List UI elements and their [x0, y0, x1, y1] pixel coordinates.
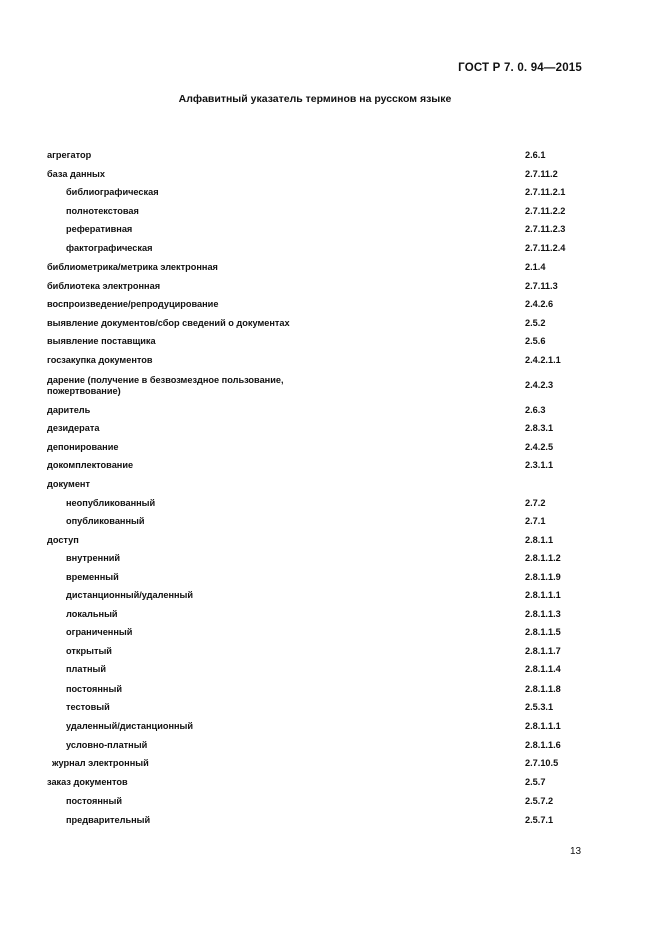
index-term: выявление поставщика — [47, 336, 156, 346]
index-reference: 2.5.2 — [525, 318, 546, 328]
index-reference: 2.4.2.1.1 — [525, 355, 561, 365]
index-term: документ — [47, 479, 90, 489]
index-reference: 2.7.11.2.1 — [525, 187, 566, 197]
page-number: 13 — [570, 846, 582, 857]
index-term: госзакупка документов — [47, 355, 153, 365]
index-term: выявление документов/сбор сведений о документах — [47, 318, 290, 328]
index-term: постоянный — [66, 796, 122, 806]
index-term: библиотека электронная — [47, 281, 161, 291]
index-term: опубликованный — [66, 516, 145, 526]
index-term: агрегатор — [47, 150, 92, 160]
index-reference: 2.7.1 — [525, 516, 546, 526]
index-term: дезидерата — [47, 423, 100, 433]
index-term: временный — [66, 572, 119, 582]
index-reference: 2.4.2.5 — [525, 442, 554, 452]
index-term: депонирование — [47, 442, 119, 452]
index-term: библиометрика/метрика электронная — [47, 262, 218, 272]
index-term: ограниченный — [66, 627, 133, 637]
index-term: воспроизведение/репродуцирование — [47, 299, 219, 309]
index-term: постоянный — [66, 684, 122, 694]
index-reference: 2.4.2.3 — [525, 380, 554, 390]
index-reference: 2.8.1.1.1 — [525, 590, 561, 600]
index-term: тестовый — [66, 702, 110, 712]
index-reference: 2.7.10.5 — [525, 758, 559, 768]
index-reference: 2.6.1 — [525, 150, 546, 160]
index-term: даритель — [47, 405, 91, 415]
index-term: внутренний — [66, 553, 121, 563]
index-reference: 2.8.1.1.4 — [525, 664, 561, 674]
index-term: реферативная — [66, 224, 133, 234]
index-title: Алфавитный указатель терминов на русском языке — [178, 93, 452, 105]
index-reference: 2.5.7 — [525, 777, 546, 787]
index-term: полнотекстовая — [66, 206, 139, 216]
index-reference: 2.8.1.1.2 — [525, 553, 561, 563]
index-reference: 2.7.11.2.2 — [525, 206, 566, 216]
index-reference: 2.8.1.1.8 — [525, 684, 561, 694]
index-term: докомплектование — [47, 460, 134, 470]
index-reference: 2.5.7.2 — [525, 796, 554, 806]
index-reference: 2.8.1.1.9 — [525, 572, 561, 582]
index-term: доступ — [47, 535, 79, 545]
index-reference: 2.8.1.1.7 — [525, 646, 561, 656]
index-reference: 2.6.3 — [525, 405, 546, 415]
index-reference: 2.7.11.2.4 — [525, 243, 566, 253]
index-reference: 2.8.1.1.5 — [525, 627, 561, 637]
index-reference: 2.5.7.1 — [525, 815, 554, 825]
index-reference: 2.8.1.1.1 — [525, 721, 561, 731]
index-term: платный — [66, 664, 107, 674]
index-term: дистанционный/удаленный — [66, 590, 194, 600]
index-reference: 2.8.3.1 — [525, 423, 554, 433]
index-reference: 2.8.1.1.6 — [525, 740, 561, 750]
index-reference: 2.7.11.3 — [525, 281, 558, 291]
index-term: дарение (получение в безвозмездное пользование, пожертвование) — [47, 375, 284, 396]
index-reference: 2.5.3.1 — [525, 702, 554, 712]
index-reference: 2.7.2 — [525, 498, 546, 508]
index-reference: 2.8.1.1.3 — [525, 609, 561, 619]
index-term: условно-платный — [66, 740, 148, 750]
index-term: неопубликованный — [66, 498, 156, 508]
index-reference: 2.7.11.2.3 — [525, 224, 566, 234]
index-term: открытый — [66, 646, 112, 656]
index-reference: 2.8.1.1 — [525, 535, 554, 545]
index-reference: 2.4.2.6 — [525, 299, 554, 309]
index-term: предварительный — [66, 815, 151, 825]
index-term: база данных — [47, 169, 106, 179]
index-term: библиографическая — [66, 187, 159, 197]
index-reference: 2.7.11.2 — [525, 169, 558, 179]
index-term: фактографическая — [66, 243, 153, 253]
index-reference: 2.5.6 — [525, 336, 546, 346]
index-term: журнал электронный — [52, 758, 149, 768]
index-term: удаленный/дистанционный — [66, 721, 194, 731]
index-reference: 2.1.4 — [525, 262, 546, 272]
index-term: локальный — [66, 609, 118, 619]
document-id: ГОСТ Р 7. 0. 94—2015 — [458, 62, 582, 74]
index-reference: 2.3.1.1 — [525, 460, 554, 470]
index-term: заказ документов — [47, 777, 128, 787]
